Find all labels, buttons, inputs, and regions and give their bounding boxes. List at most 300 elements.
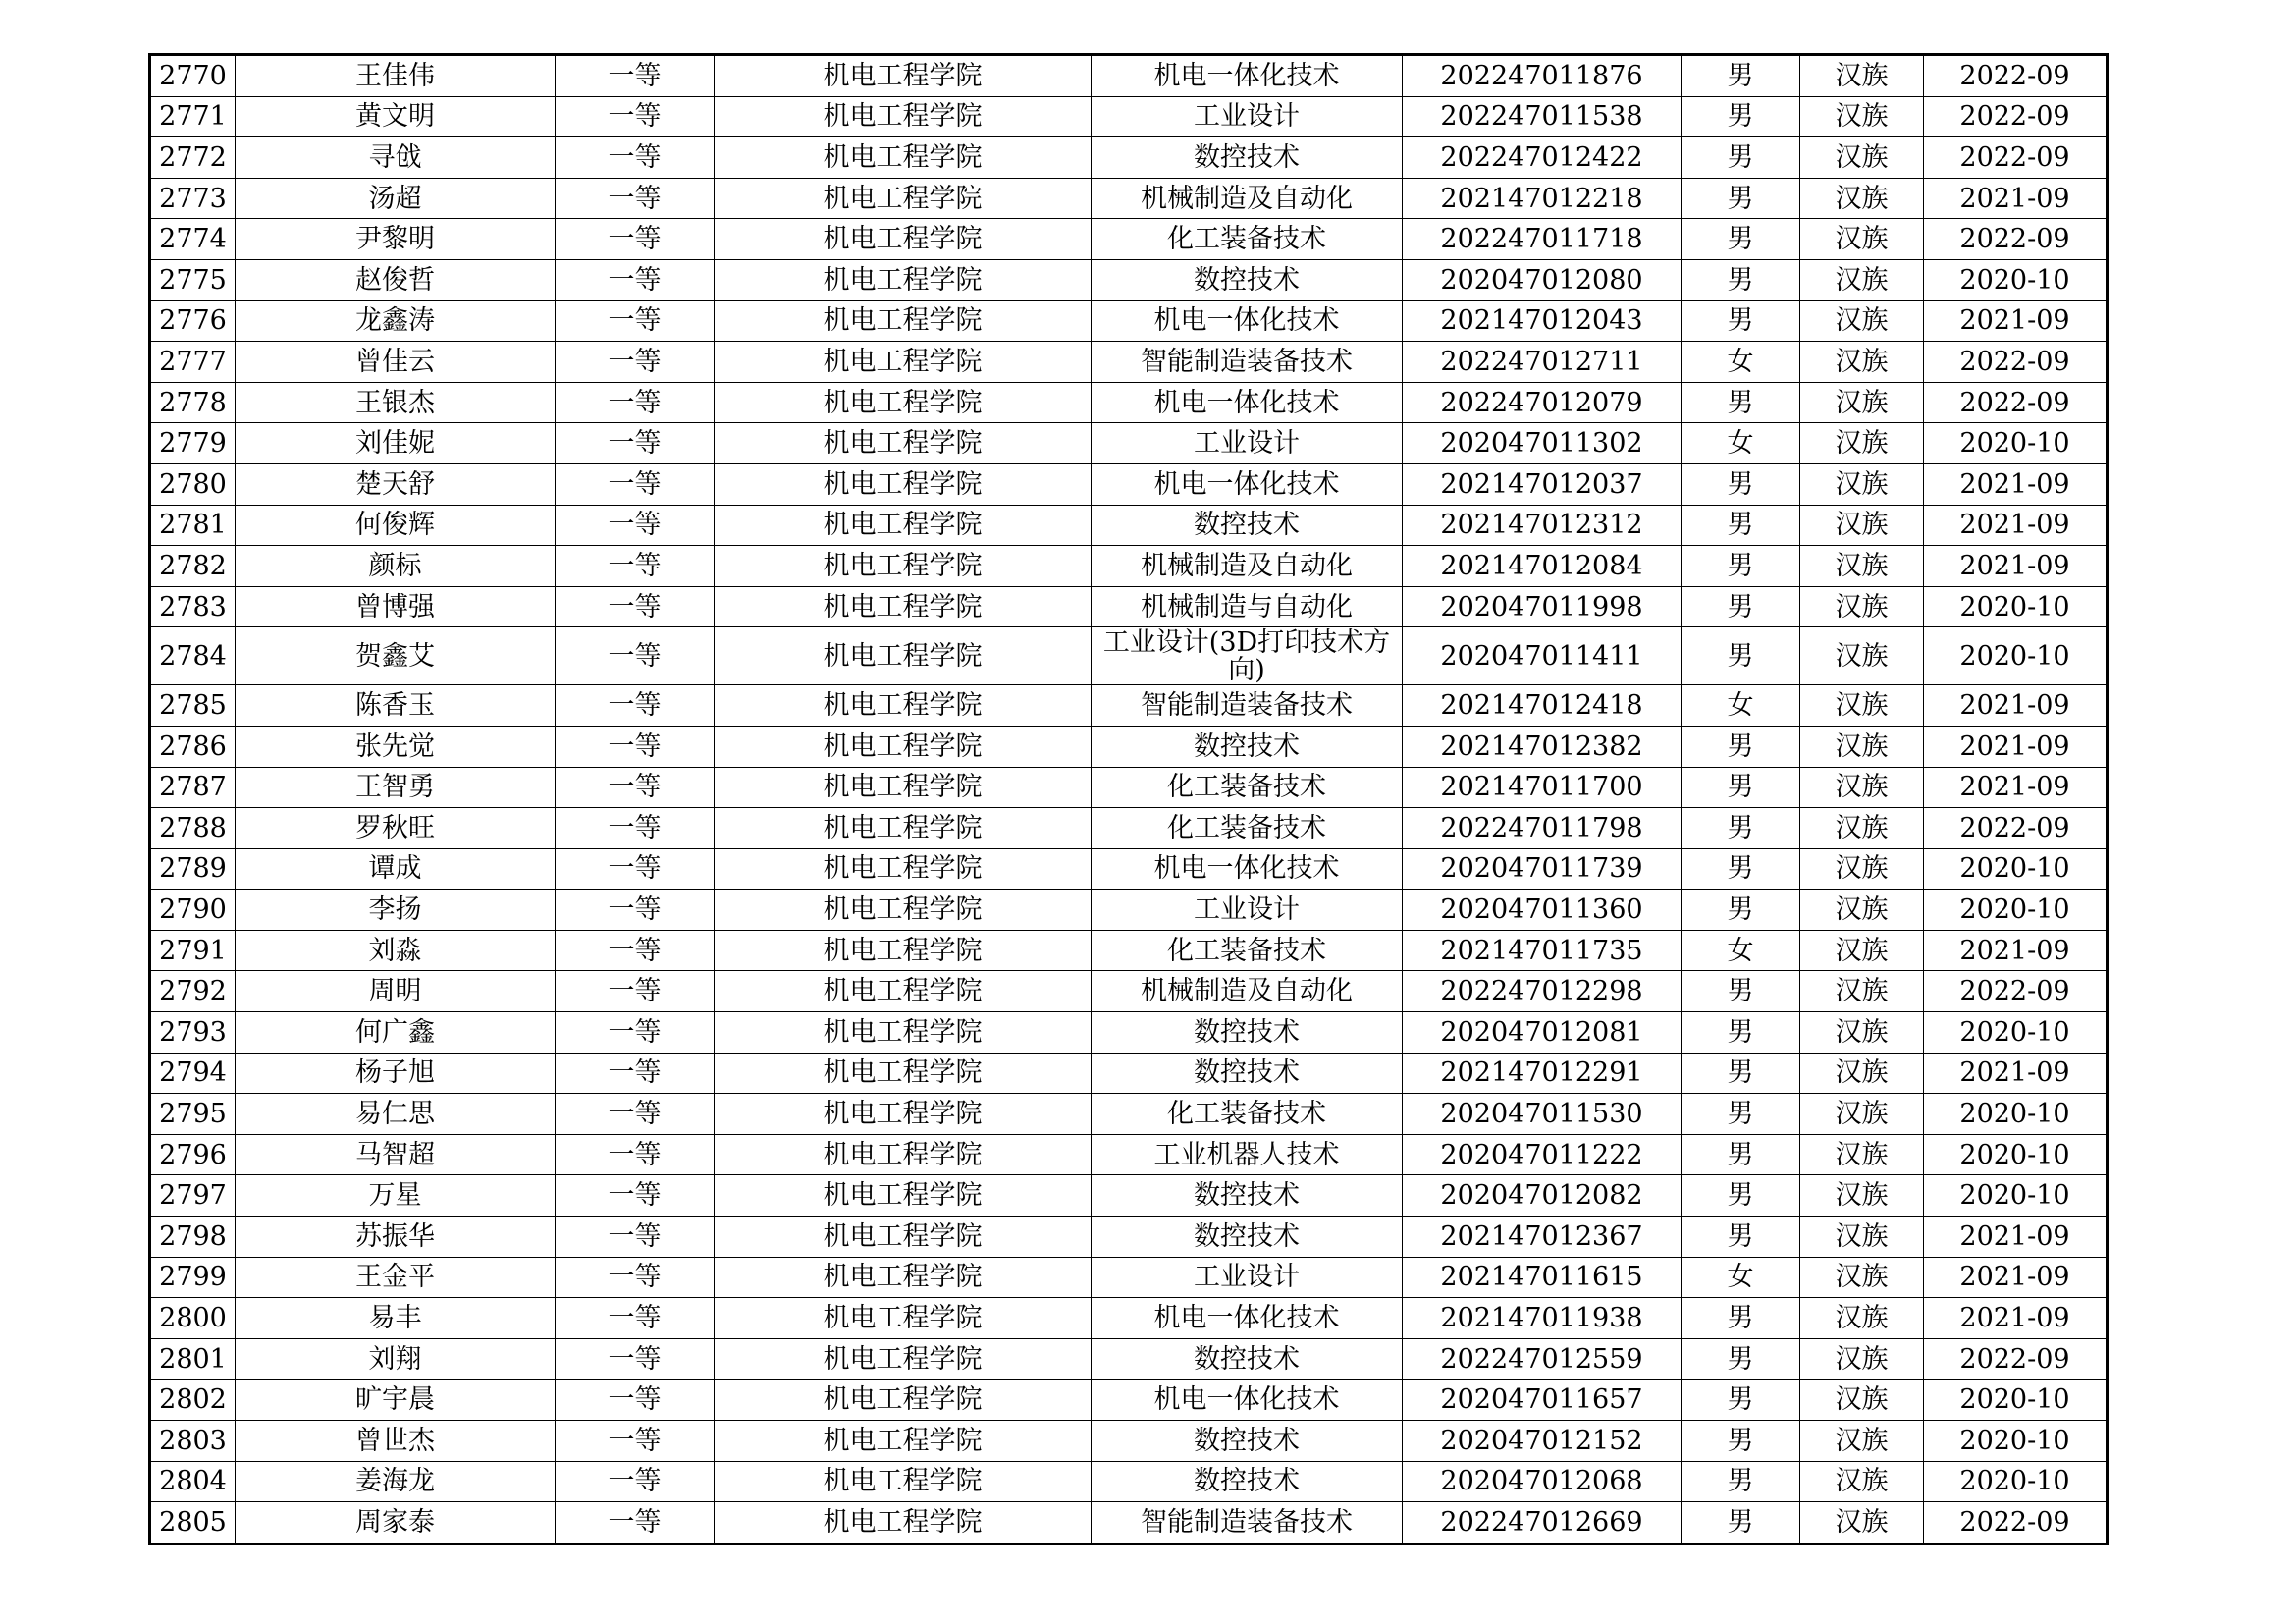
college-cell: 机电工程学院 — [715, 890, 1092, 931]
college-cell: 机电工程学院 — [715, 685, 1092, 727]
enrollment-date-cell: 2022-09 — [1924, 382, 2108, 423]
table-row — [150, 971, 2108, 1012]
enrollment-date-cell: 2020-10 — [1924, 1461, 2108, 1502]
name-cell: 易丰 — [236, 1298, 556, 1339]
student-id-cell: 202147011700 — [1403, 767, 1682, 808]
index-cell: 2785 — [150, 685, 236, 727]
gender-cell: 女 — [1682, 930, 1800, 971]
student-id-cell: 202047012081 — [1403, 1012, 1682, 1054]
college-cell: 机电工程学院 — [715, 505, 1092, 546]
table-row — [150, 1053, 2108, 1094]
index-cell: 2771 — [150, 96, 236, 137]
ethnicity-cell: 汉族 — [1800, 546, 1924, 587]
student-id-cell: 202147012367 — [1403, 1217, 1682, 1258]
enrollment-date-cell: 2020-10 — [1924, 1380, 2108, 1421]
major-cell: 智能制造装备技术 — [1092, 342, 1403, 383]
name-cell: 王金平 — [236, 1257, 556, 1298]
college-cell: 机电工程学院 — [715, 463, 1092, 505]
table-row — [150, 1380, 2108, 1421]
ethnicity-cell: 汉族 — [1800, 137, 1924, 179]
student-id-cell: 202247012298 — [1403, 971, 1682, 1012]
name-cell: 刘佳妮 — [236, 423, 556, 464]
gender-cell: 女 — [1682, 685, 1800, 727]
enrollment-date-cell: 2022-09 — [1924, 342, 2108, 383]
student-id-cell: 202247011798 — [1403, 808, 1682, 849]
ethnicity-cell: 汉族 — [1800, 1053, 1924, 1094]
index-cell: 2780 — [150, 463, 236, 505]
ethnicity-cell: 汉族 — [1800, 890, 1924, 931]
enrollment-date-cell: 2020-10 — [1924, 890, 2108, 931]
award-level-cell: 一等 — [556, 259, 715, 300]
ethnicity-cell: 汉族 — [1800, 219, 1924, 260]
award-level-cell: 一等 — [556, 1461, 715, 1502]
award-level-cell: 一等 — [556, 726, 715, 767]
name-cell: 汤超 — [236, 178, 556, 219]
major-cell: 机电一体化技术 — [1092, 55, 1403, 97]
name-cell: 万星 — [236, 1175, 556, 1217]
ethnicity-cell: 汉族 — [1800, 1094, 1924, 1135]
award-level-cell: 一等 — [556, 971, 715, 1012]
gender-cell: 男 — [1682, 1502, 1800, 1544]
index-cell: 2794 — [150, 1053, 236, 1094]
table-row — [150, 1461, 2108, 1502]
name-cell: 周家泰 — [236, 1502, 556, 1544]
college-cell: 机电工程学院 — [715, 627, 1092, 685]
gender-cell: 女 — [1682, 423, 1800, 464]
award-level-cell: 一等 — [556, 463, 715, 505]
ethnicity-cell: 汉族 — [1800, 808, 1924, 849]
award-level-cell: 一等 — [556, 219, 715, 260]
ethnicity-cell: 汉族 — [1800, 463, 1924, 505]
major-cell: 工业设计 — [1092, 423, 1403, 464]
name-cell: 贺鑫艾 — [236, 627, 556, 685]
award-level-cell: 一等 — [556, 930, 715, 971]
ethnicity-cell: 汉族 — [1800, 423, 1924, 464]
major-cell: 工业设计 — [1092, 1257, 1403, 1298]
gender-cell: 男 — [1682, 137, 1800, 179]
student-id-cell: 202247012711 — [1403, 342, 1682, 383]
major-cell: 机电一体化技术 — [1092, 1380, 1403, 1421]
enrollment-date-cell: 2021-09 — [1924, 463, 2108, 505]
gender-cell: 男 — [1682, 505, 1800, 546]
enrollment-date-cell: 2021-09 — [1924, 178, 2108, 219]
table-row — [150, 1421, 2108, 1462]
name-cell: 苏振华 — [236, 1217, 556, 1258]
major-cell: 机电一体化技术 — [1092, 382, 1403, 423]
table-row — [150, 505, 2108, 546]
gender-cell: 男 — [1682, 726, 1800, 767]
ethnicity-cell: 汉族 — [1800, 1338, 1924, 1380]
gender-cell: 男 — [1682, 890, 1800, 931]
table-row — [150, 1338, 2108, 1380]
table-row — [150, 848, 2108, 890]
award-level-cell: 一等 — [556, 137, 715, 179]
college-cell: 机电工程学院 — [715, 423, 1092, 464]
table-row — [150, 890, 2108, 931]
ethnicity-cell: 汉族 — [1800, 1502, 1924, 1544]
award-level-cell: 一等 — [556, 1175, 715, 1217]
table-row — [150, 1257, 2108, 1298]
table-row — [150, 1012, 2108, 1054]
college-cell: 机电工程学院 — [715, 55, 1092, 97]
major-cell: 机电一体化技术 — [1092, 848, 1403, 890]
major-cell: 数控技术 — [1092, 1053, 1403, 1094]
major-cell: 工业设计 — [1092, 890, 1403, 931]
name-cell: 黄文明 — [236, 96, 556, 137]
college-cell: 机电工程学院 — [715, 178, 1092, 219]
student-id-cell: 202247012559 — [1403, 1338, 1682, 1380]
table-row — [150, 1134, 2108, 1175]
college-cell: 机电工程学院 — [715, 137, 1092, 179]
college-cell: 机电工程学院 — [715, 726, 1092, 767]
major-cell: 工业机器人技术 — [1092, 1134, 1403, 1175]
table-row — [150, 382, 2108, 423]
ethnicity-cell: 汉族 — [1800, 1217, 1924, 1258]
award-level-cell: 一等 — [556, 586, 715, 627]
student-id-cell: 202147011938 — [1403, 1298, 1682, 1339]
major-cell: 机械制造与自动化 — [1092, 586, 1403, 627]
college-cell: 机电工程学院 — [715, 382, 1092, 423]
name-cell: 王佳伟 — [236, 55, 556, 97]
award-level-cell: 一等 — [556, 1134, 715, 1175]
award-level-cell: 一等 — [556, 505, 715, 546]
major-cell: 机电一体化技术 — [1092, 1298, 1403, 1339]
name-cell: 寻戗 — [236, 137, 556, 179]
student-id-cell: 202047012082 — [1403, 1175, 1682, 1217]
index-cell: 2775 — [150, 259, 236, 300]
gender-cell: 男 — [1682, 1380, 1800, 1421]
gender-cell: 男 — [1682, 219, 1800, 260]
enrollment-date-cell: 2022-09 — [1924, 219, 2108, 260]
gender-cell: 男 — [1682, 808, 1800, 849]
table-row — [150, 586, 2108, 627]
student-id-cell: 202247011538 — [1403, 96, 1682, 137]
index-cell: 2789 — [150, 848, 236, 890]
college-cell: 机电工程学院 — [715, 1502, 1092, 1544]
name-cell: 旷宇晨 — [236, 1380, 556, 1421]
index-cell: 2783 — [150, 586, 236, 627]
award-level-cell: 一等 — [556, 890, 715, 931]
award-level-cell: 一等 — [556, 1338, 715, 1380]
student-id-cell: 202047011222 — [1403, 1134, 1682, 1175]
college-cell: 机电工程学院 — [715, 1380, 1092, 1421]
college-cell: 机电工程学院 — [715, 848, 1092, 890]
table-row — [150, 219, 2108, 260]
major-cell: 机电一体化技术 — [1092, 300, 1403, 342]
enrollment-date-cell: 2020-10 — [1924, 1012, 2108, 1054]
student-id-cell: 202047011360 — [1403, 890, 1682, 931]
student-id-cell: 202247012079 — [1403, 382, 1682, 423]
index-cell: 2772 — [150, 137, 236, 179]
enrollment-date-cell: 2022-09 — [1924, 1338, 2108, 1380]
name-cell: 曾博强 — [236, 586, 556, 627]
ethnicity-cell: 汉族 — [1800, 848, 1924, 890]
award-level-cell: 一等 — [556, 300, 715, 342]
award-level-cell: 一等 — [556, 546, 715, 587]
ethnicity-cell: 汉族 — [1800, 971, 1924, 1012]
index-cell: 2805 — [150, 1502, 236, 1544]
major-cell: 化工装备技术 — [1092, 808, 1403, 849]
index-cell: 2786 — [150, 726, 236, 767]
index-cell: 2803 — [150, 1421, 236, 1462]
name-cell: 曾世杰 — [236, 1421, 556, 1462]
major-cell: 数控技术 — [1092, 259, 1403, 300]
table-row — [150, 423, 2108, 464]
student-id-cell: 202047011530 — [1403, 1094, 1682, 1135]
student-id-cell: 202047011657 — [1403, 1380, 1682, 1421]
award-level-cell: 一等 — [556, 1298, 715, 1339]
ethnicity-cell: 汉族 — [1800, 726, 1924, 767]
college-cell: 机电工程学院 — [715, 219, 1092, 260]
college-cell: 机电工程学院 — [715, 1257, 1092, 1298]
enrollment-date-cell: 2020-10 — [1924, 1134, 2108, 1175]
name-cell: 赵俊哲 — [236, 259, 556, 300]
index-cell: 2791 — [150, 930, 236, 971]
index-cell: 2788 — [150, 808, 236, 849]
college-cell: 机电工程学院 — [715, 586, 1092, 627]
award-level-cell: 一等 — [556, 55, 715, 97]
enrollment-date-cell: 2021-09 — [1924, 1053, 2108, 1094]
enrollment-date-cell: 2021-09 — [1924, 726, 2108, 767]
index-cell: 2776 — [150, 300, 236, 342]
gender-cell: 男 — [1682, 848, 1800, 890]
table-row — [150, 1502, 2108, 1544]
student-id-cell: 202047012152 — [1403, 1421, 1682, 1462]
major-cell: 智能制造装备技术 — [1092, 685, 1403, 727]
enrollment-date-cell: 2022-09 — [1924, 137, 2108, 179]
name-cell: 颜标 — [236, 546, 556, 587]
enrollment-date-cell: 2022-09 — [1924, 808, 2108, 849]
major-cell: 化工装备技术 — [1092, 767, 1403, 808]
award-level-cell: 一等 — [556, 808, 715, 849]
table-row — [150, 1217, 2108, 1258]
name-cell: 楚天舒 — [236, 463, 556, 505]
index-cell: 2777 — [150, 342, 236, 383]
major-cell: 机械制造及自动化 — [1092, 178, 1403, 219]
enrollment-date-cell: 2020-10 — [1924, 627, 2108, 685]
index-cell: 2798 — [150, 1217, 236, 1258]
major-cell: 数控技术 — [1092, 1461, 1403, 1502]
gender-cell: 男 — [1682, 300, 1800, 342]
student-id-cell: 202047011998 — [1403, 586, 1682, 627]
award-level-cell: 一等 — [556, 685, 715, 727]
college-cell: 机电工程学院 — [715, 96, 1092, 137]
college-cell: 机电工程学院 — [715, 767, 1092, 808]
ethnicity-cell: 汉族 — [1800, 178, 1924, 219]
college-cell: 机电工程学院 — [715, 1053, 1092, 1094]
college-cell: 机电工程学院 — [715, 342, 1092, 383]
gender-cell: 女 — [1682, 1257, 1800, 1298]
student-id-cell: 202147012218 — [1403, 178, 1682, 219]
gender-cell: 男 — [1682, 1012, 1800, 1054]
name-cell: 尹黎明 — [236, 219, 556, 260]
ethnicity-cell: 汉族 — [1800, 586, 1924, 627]
gender-cell: 男 — [1682, 1421, 1800, 1462]
enrollment-date-cell: 2022-09 — [1924, 55, 2108, 97]
enrollment-date-cell: 2021-09 — [1924, 685, 2108, 727]
award-level-cell: 一等 — [556, 178, 715, 219]
gender-cell: 男 — [1682, 1094, 1800, 1135]
award-level-cell: 一等 — [556, 1257, 715, 1298]
name-cell: 马智超 — [236, 1134, 556, 1175]
name-cell: 刘淼 — [236, 930, 556, 971]
enrollment-date-cell: 2020-10 — [1924, 1175, 2108, 1217]
gender-cell: 男 — [1682, 1175, 1800, 1217]
index-cell: 2779 — [150, 423, 236, 464]
ethnicity-cell: 汉族 — [1800, 685, 1924, 727]
gender-cell: 男 — [1682, 546, 1800, 587]
award-level-cell: 一等 — [556, 423, 715, 464]
college-cell: 机电工程学院 — [715, 1217, 1092, 1258]
name-cell: 曾佳云 — [236, 342, 556, 383]
student-id-cell: 202147012084 — [1403, 546, 1682, 587]
student-id-cell: 202147012382 — [1403, 726, 1682, 767]
major-cell: 数控技术 — [1092, 137, 1403, 179]
major-cell: 机械制造及自动化 — [1092, 971, 1403, 1012]
table-row — [150, 259, 2108, 300]
gender-cell: 男 — [1682, 586, 1800, 627]
index-cell: 2781 — [150, 505, 236, 546]
table-row — [150, 546, 2108, 587]
award-level-cell: 一等 — [556, 1217, 715, 1258]
gender-cell: 男 — [1682, 767, 1800, 808]
student-id-cell: 202047012080 — [1403, 259, 1682, 300]
college-cell: 机电工程学院 — [715, 808, 1092, 849]
name-cell: 罗秋旺 — [236, 808, 556, 849]
student-id-cell: 202147011615 — [1403, 1257, 1682, 1298]
student-id-cell: 202247012669 — [1403, 1502, 1682, 1544]
student-id-cell: 202047011411 — [1403, 627, 1682, 685]
major-cell: 机械制造及自动化 — [1092, 546, 1403, 587]
student-id-cell: 202047011302 — [1403, 423, 1682, 464]
ethnicity-cell: 汉族 — [1800, 930, 1924, 971]
name-cell: 易仁思 — [236, 1094, 556, 1135]
college-cell: 机电工程学院 — [715, 1461, 1092, 1502]
enrollment-date-cell: 2021-09 — [1924, 300, 2108, 342]
award-level-cell: 一等 — [556, 1421, 715, 1462]
enrollment-date-cell: 2021-09 — [1924, 1298, 2108, 1339]
student-id-cell: 202147012418 — [1403, 685, 1682, 727]
college-cell: 机电工程学院 — [715, 1175, 1092, 1217]
enrollment-date-cell: 2021-09 — [1924, 1257, 2108, 1298]
award-level-cell: 一等 — [556, 1053, 715, 1094]
enrollment-date-cell: 2020-10 — [1924, 586, 2108, 627]
major-cell: 工业设计 — [1092, 96, 1403, 137]
table-row — [150, 342, 2108, 383]
index-cell: 2802 — [150, 1380, 236, 1421]
gender-cell: 男 — [1682, 259, 1800, 300]
index-cell: 2793 — [150, 1012, 236, 1054]
award-level-cell: 一等 — [556, 96, 715, 137]
table-row — [150, 55, 2108, 97]
gender-cell: 男 — [1682, 382, 1800, 423]
table-row — [150, 627, 2108, 685]
name-cell: 王智勇 — [236, 767, 556, 808]
major-cell: 化工装备技术 — [1092, 930, 1403, 971]
award-level-cell: 一等 — [556, 1380, 715, 1421]
college-cell: 机电工程学院 — [715, 1298, 1092, 1339]
gender-cell: 男 — [1682, 1053, 1800, 1094]
enrollment-date-cell: 2020-10 — [1924, 848, 2108, 890]
ethnicity-cell: 汉族 — [1800, 505, 1924, 546]
table-row — [150, 137, 2108, 179]
index-cell: 2804 — [150, 1461, 236, 1502]
enrollment-date-cell: 2022-09 — [1924, 1502, 2108, 1544]
award-level-cell: 一等 — [556, 1012, 715, 1054]
award-level-cell: 一等 — [556, 382, 715, 423]
ethnicity-cell: 汉族 — [1800, 1012, 1924, 1054]
ethnicity-cell: 汉族 — [1800, 627, 1924, 685]
gender-cell: 男 — [1682, 627, 1800, 685]
gender-cell: 男 — [1682, 1298, 1800, 1339]
table-body — [150, 55, 2108, 1544]
major-cell: 数控技术 — [1092, 1421, 1403, 1462]
index-cell: 2782 — [150, 546, 236, 587]
name-cell: 陈香玉 — [236, 685, 556, 727]
index-cell: 2792 — [150, 971, 236, 1012]
name-cell: 龙鑫涛 — [236, 300, 556, 342]
gender-cell: 男 — [1682, 1461, 1800, 1502]
college-cell: 机电工程学院 — [715, 1338, 1092, 1380]
major-cell: 数控技术 — [1092, 1175, 1403, 1217]
index-cell: 2797 — [150, 1175, 236, 1217]
enrollment-date-cell: 2021-09 — [1924, 767, 2108, 808]
award-level-cell: 一等 — [556, 627, 715, 685]
ethnicity-cell: 汉族 — [1800, 1380, 1924, 1421]
major-cell: 数控技术 — [1092, 505, 1403, 546]
enrollment-date-cell: 2022-09 — [1924, 96, 2108, 137]
index-cell: 2774 — [150, 219, 236, 260]
ethnicity-cell: 汉族 — [1800, 1134, 1924, 1175]
student-id-cell: 202147012037 — [1403, 463, 1682, 505]
name-cell: 谭成 — [236, 848, 556, 890]
student-id-cell: 202047012068 — [1403, 1461, 1682, 1502]
gender-cell: 男 — [1682, 178, 1800, 219]
table-row — [150, 808, 2108, 849]
gender-cell: 男 — [1682, 96, 1800, 137]
enrollment-date-cell: 2021-09 — [1924, 1217, 2108, 1258]
enrollment-date-cell: 2020-10 — [1924, 423, 2108, 464]
college-cell: 机电工程学院 — [715, 259, 1092, 300]
student-award-table — [148, 53, 2109, 1545]
ethnicity-cell: 汉族 — [1800, 1298, 1924, 1339]
name-cell: 张先觉 — [236, 726, 556, 767]
major-cell: 数控技术 — [1092, 1217, 1403, 1258]
award-level-cell: 一等 — [556, 1094, 715, 1135]
table-row — [150, 1175, 2108, 1217]
table-row — [150, 767, 2108, 808]
enrollment-date-cell: 2020-10 — [1924, 1094, 2108, 1135]
award-level-cell: 一等 — [556, 848, 715, 890]
college-cell: 机电工程学院 — [715, 971, 1092, 1012]
ethnicity-cell: 汉族 — [1800, 767, 1924, 808]
name-cell: 王银杰 — [236, 382, 556, 423]
enrollment-date-cell: 2021-09 — [1924, 505, 2108, 546]
student-id-cell: 202247011718 — [1403, 219, 1682, 260]
index-cell: 2784 — [150, 627, 236, 685]
ethnicity-cell: 汉族 — [1800, 342, 1924, 383]
college-cell: 机电工程学院 — [715, 1012, 1092, 1054]
major-cell: 化工装备技术 — [1092, 1094, 1403, 1135]
student-id-cell: 202147011735 — [1403, 930, 1682, 971]
index-cell: 2787 — [150, 767, 236, 808]
major-cell: 数控技术 — [1092, 1012, 1403, 1054]
index-cell: 2778 — [150, 382, 236, 423]
award-level-cell: 一等 — [556, 767, 715, 808]
index-cell: 2795 — [150, 1094, 236, 1135]
table-row — [150, 1094, 2108, 1135]
gender-cell: 男 — [1682, 971, 1800, 1012]
